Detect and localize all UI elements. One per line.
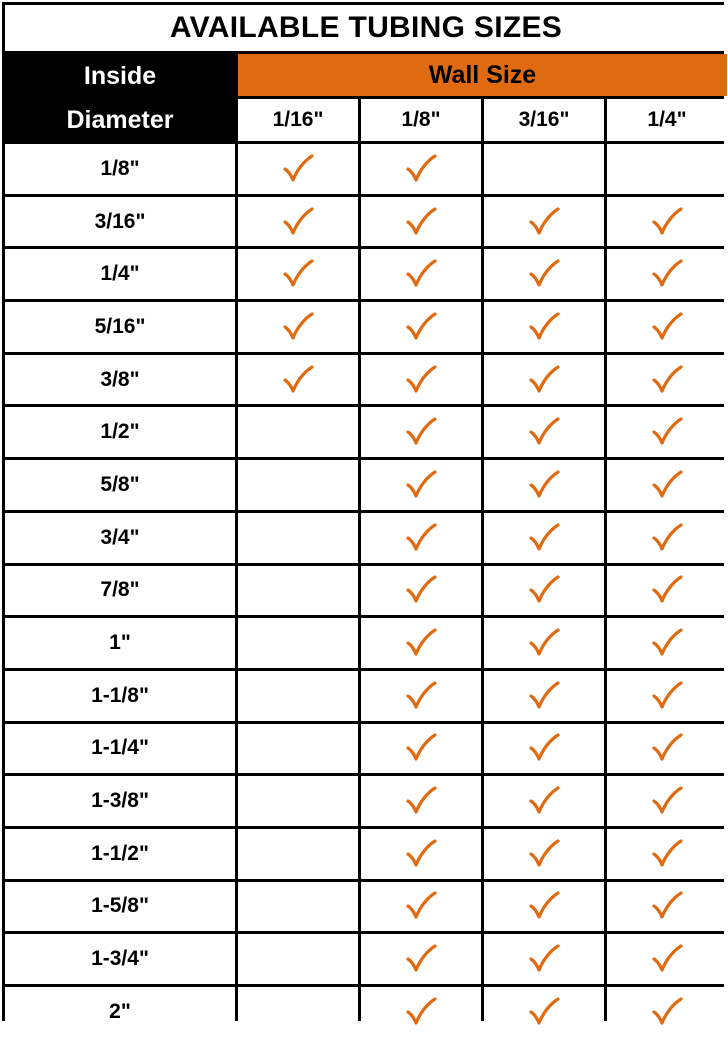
availability-cell: [238, 987, 358, 1037]
checkmark-icon: [650, 363, 684, 397]
wall-col-header-1-16: 1/16": [238, 99, 358, 141]
checkmark-icon: [281, 257, 315, 291]
availability-cell: [361, 513, 481, 563]
availability-cell: [361, 197, 481, 247]
availability-cell: [361, 724, 481, 774]
checkmark-icon: [527, 468, 561, 502]
checkmark-icon: [527, 889, 561, 923]
checkmark-icon: [527, 310, 561, 344]
inside-diameter-header: [5, 54, 235, 141]
checkmark-icon: [404, 573, 438, 607]
checkmark-icon: [527, 679, 561, 713]
inside-diameter-label: 1-3/8": [5, 776, 235, 826]
availability-cell: [361, 776, 481, 826]
inside-diameter-label: 2": [5, 987, 235, 1037]
availability-cell: [238, 355, 358, 405]
availability-cell: [238, 197, 358, 247]
availability-cell: [484, 355, 604, 405]
table-title: AVAILABLE TUBING SIZES: [5, 5, 727, 51]
availability-cell: [607, 882, 727, 932]
wall-col-header-1-4: 1/4": [607, 99, 727, 141]
availability-cell: [484, 724, 604, 774]
checkmark-icon: [404, 310, 438, 344]
checkmark-icon: [404, 363, 438, 397]
checkmark-icon: [527, 784, 561, 818]
availability-cell: [238, 618, 358, 668]
inside-diameter-label: 3/8": [5, 355, 235, 405]
availability-cell: [607, 249, 727, 299]
checkmark-icon: [527, 363, 561, 397]
checkmark-icon: [404, 205, 438, 239]
availability-cell: [607, 566, 727, 616]
inside-diameter-label: 1-1/8": [5, 671, 235, 721]
checkmark-icon: [281, 310, 315, 344]
availability-cell: [238, 460, 358, 510]
availability-cell: [484, 829, 604, 879]
availability-cell: [484, 987, 604, 1037]
availability-cell: [361, 671, 481, 721]
availability-cell: [607, 197, 727, 247]
checkmark-icon: [281, 205, 315, 239]
availability-cell: [484, 776, 604, 826]
checkmark-icon: [404, 152, 438, 186]
availability-cell: [607, 302, 727, 352]
availability-cell: [238, 724, 358, 774]
availability-cell: [484, 566, 604, 616]
inside-diameter-label: 1-1/2": [5, 829, 235, 879]
availability-cell: [361, 829, 481, 879]
checkmark-icon: [527, 257, 561, 291]
availability-cell: [361, 618, 481, 668]
tubing-size-table: [2, 2, 724, 1021]
inside-diameter-label: 1/4": [5, 249, 235, 299]
checkmark-icon: [527, 205, 561, 239]
checkmark-icon: [650, 784, 684, 818]
availability-cell: [238, 934, 358, 984]
checkmark-icon: [527, 731, 561, 765]
inside-diameter-label: 1": [5, 618, 235, 668]
availability-cell: [361, 144, 481, 194]
wall-col-header-1-8: 1/8": [361, 99, 481, 141]
availability-cell: [607, 671, 727, 721]
checkmark-icon: [404, 731, 438, 765]
checkmark-icon: [527, 942, 561, 976]
availability-cell: [607, 144, 727, 194]
checkmark-icon: [527, 626, 561, 660]
checkmark-icon: [650, 889, 684, 923]
availability-cell: [238, 407, 358, 457]
availability-cell: [607, 513, 727, 563]
checkmark-icon: [404, 468, 438, 502]
availability-cell: [238, 829, 358, 879]
inside-diameter-header-line1: Inside: [83, 61, 157, 90]
checkmark-icon: [650, 468, 684, 502]
checkmark-icon: [650, 679, 684, 713]
availability-cell: [607, 407, 727, 457]
availability-cell: [361, 460, 481, 510]
checkmark-icon: [650, 626, 684, 660]
checkmark-icon: [650, 731, 684, 765]
inside-diameter-label: 5/8": [5, 460, 235, 510]
availability-cell: [607, 618, 727, 668]
checkmark-icon: [404, 626, 438, 660]
availability-cell: [484, 934, 604, 984]
inside-diameter-header-line2: Diameter: [66, 105, 174, 134]
inside-diameter-label: 3/4": [5, 513, 235, 563]
availability-cell: [238, 566, 358, 616]
inside-diameter-label: 1/2": [5, 407, 235, 457]
availability-cell: [484, 144, 604, 194]
availability-cell: [607, 829, 727, 879]
checkmark-icon: [650, 521, 684, 555]
checkmark-icon: [527, 415, 561, 449]
availability-cell: [238, 144, 358, 194]
availability-cell: [238, 671, 358, 721]
inside-diameter-label: 1-1/4": [5, 724, 235, 774]
inside-diameter-label: 1-5/8": [5, 882, 235, 932]
checkmark-icon: [527, 837, 561, 871]
availability-cell: [484, 407, 604, 457]
availability-cell: [238, 249, 358, 299]
checkmark-icon: [650, 837, 684, 871]
inside-diameter-label: 1/8": [5, 144, 235, 194]
availability-cell: [484, 460, 604, 510]
checkmark-icon: [404, 889, 438, 923]
availability-cell: [484, 197, 604, 247]
availability-cell: [607, 355, 727, 405]
availability-cell: [238, 513, 358, 563]
checkmark-icon: [650, 415, 684, 449]
availability-cell: [484, 302, 604, 352]
checkmark-icon: [650, 573, 684, 607]
checkmark-icon: [404, 679, 438, 713]
availability-cell: [361, 302, 481, 352]
inside-diameter-label: 3/16": [5, 197, 235, 247]
availability-cell: [607, 934, 727, 984]
availability-cell: [484, 513, 604, 563]
availability-cell: [238, 776, 358, 826]
availability-cell: [361, 249, 481, 299]
availability-cell: [361, 987, 481, 1037]
checkmark-icon: [527, 573, 561, 607]
checkmark-icon: [650, 310, 684, 344]
availability-cell: [238, 302, 358, 352]
checkmark-icon: [404, 942, 438, 976]
availability-cell: [607, 460, 727, 510]
availability-cell: [484, 618, 604, 668]
wall-col-header-3-16: 3/16": [484, 99, 604, 141]
availability-cell: [361, 566, 481, 616]
checkmark-icon: [650, 205, 684, 239]
inside-diameter-label: 5/16": [5, 302, 235, 352]
wall-size-header: Wall Size: [238, 54, 727, 96]
availability-cell: [607, 987, 727, 1037]
checkmark-icon: [404, 837, 438, 871]
checkmark-icon: [281, 152, 315, 186]
availability-cell: [607, 724, 727, 774]
availability-cell: [361, 882, 481, 932]
availability-cell: [484, 882, 604, 932]
inside-diameter-label: 7/8": [5, 566, 235, 616]
checkmark-icon: [404, 784, 438, 818]
checkmark-icon: [404, 521, 438, 555]
availability-cell: [484, 249, 604, 299]
availability-cell: [361, 407, 481, 457]
inside-diameter-label: 1-3/4": [5, 934, 235, 984]
checkmark-icon: [650, 257, 684, 291]
checkmark-icon: [527, 521, 561, 555]
availability-cell: [238, 882, 358, 932]
availability-cell: [361, 355, 481, 405]
availability-cell: [607, 776, 727, 826]
checkmark-icon: [404, 257, 438, 291]
checkmark-icon: [404, 415, 438, 449]
checkmark-icon: [650, 942, 684, 976]
availability-cell: [484, 671, 604, 721]
checkmark-icon: [281, 363, 315, 397]
availability-cell: [361, 934, 481, 984]
